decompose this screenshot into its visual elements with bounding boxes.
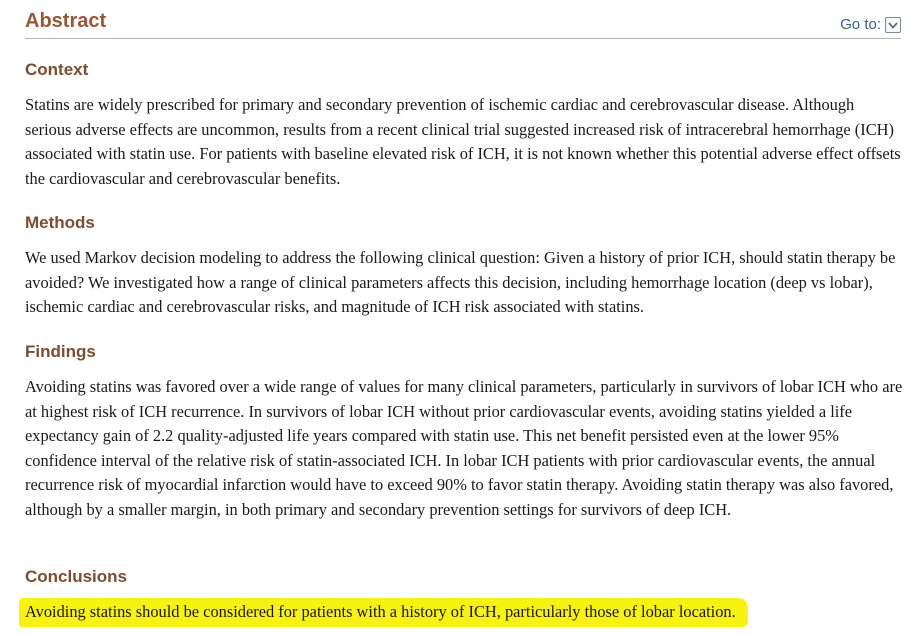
section-body-conclusions <box>25 600 903 625</box>
section-heading-context: Context <box>25 60 89 79</box>
section-body-methods: We used Markov decision modeling to address the following clinical question: Given a history of prior ICH, should statin therapy be avoided? We investigated how a range of clinical parameters affects this decision, including hemorrhage location (deep vs lobar), ischemic cardiac and cerebrovascular risks, and magnitude of ICH risk associated with statins. <box>25 248 896 316</box>
goto-menu[interactable] <box>840 16 901 33</box>
section-body-context: Statins are widely prescribed for primary and secondary prevention of ischemic cardiac and cerebrovascular disease. Although serious adverse effects are uncommon, results from a recent clinical trial suggested increased risk of intracerebral hemorrhage (ICH) associated with statin use. For patients with baseline elevated risk of ICH, it is not known whether this potential adverse effect offsets the cardiovascular and cerebrovascular benefits. <box>25 95 901 188</box>
goto-label[interactable]: Go to: <box>840 16 881 33</box>
chevron-down-icon[interactable] <box>885 17 901 33</box>
highlighted-conclusion-text: Avoiding statins should be considered for patients with a history of ICH, particularly those of lobar location. <box>19 598 748 627</box>
section-heading-conclusions: Conclusions <box>25 567 128 586</box>
abstract-header <box>25 0 901 39</box>
section-body-findings: Avoiding statins was favored over a wide range of values for many clinical parameters, particularly in survivors of lobar ICH who are at highest risk of ICH recurrence. In survivors of lobar ICH without prior cardiovascular events, avoiding statins yielded a life expectancy gain of 2.2 quality-adjusted life years compared with statin use. This net benefit persisted even at the lower 95% confidence interval of the relative risk of statin-associated ICH. In lobar ICH patients with prior cardiovascular events, the annual recurrence risk of myocardial infarction would have to exceed 90% to favor statin therapy. Avoiding statin therapy was also favored, although by a smaller margin, in both primary and secondary prevention settings for survivors of deep ICH. <box>25 377 903 519</box>
section-heading-methods: Methods <box>25 213 95 232</box>
abstract-title: Abstract <box>25 10 107 32</box>
section-heading-findings: Findings <box>25 342 96 361</box>
